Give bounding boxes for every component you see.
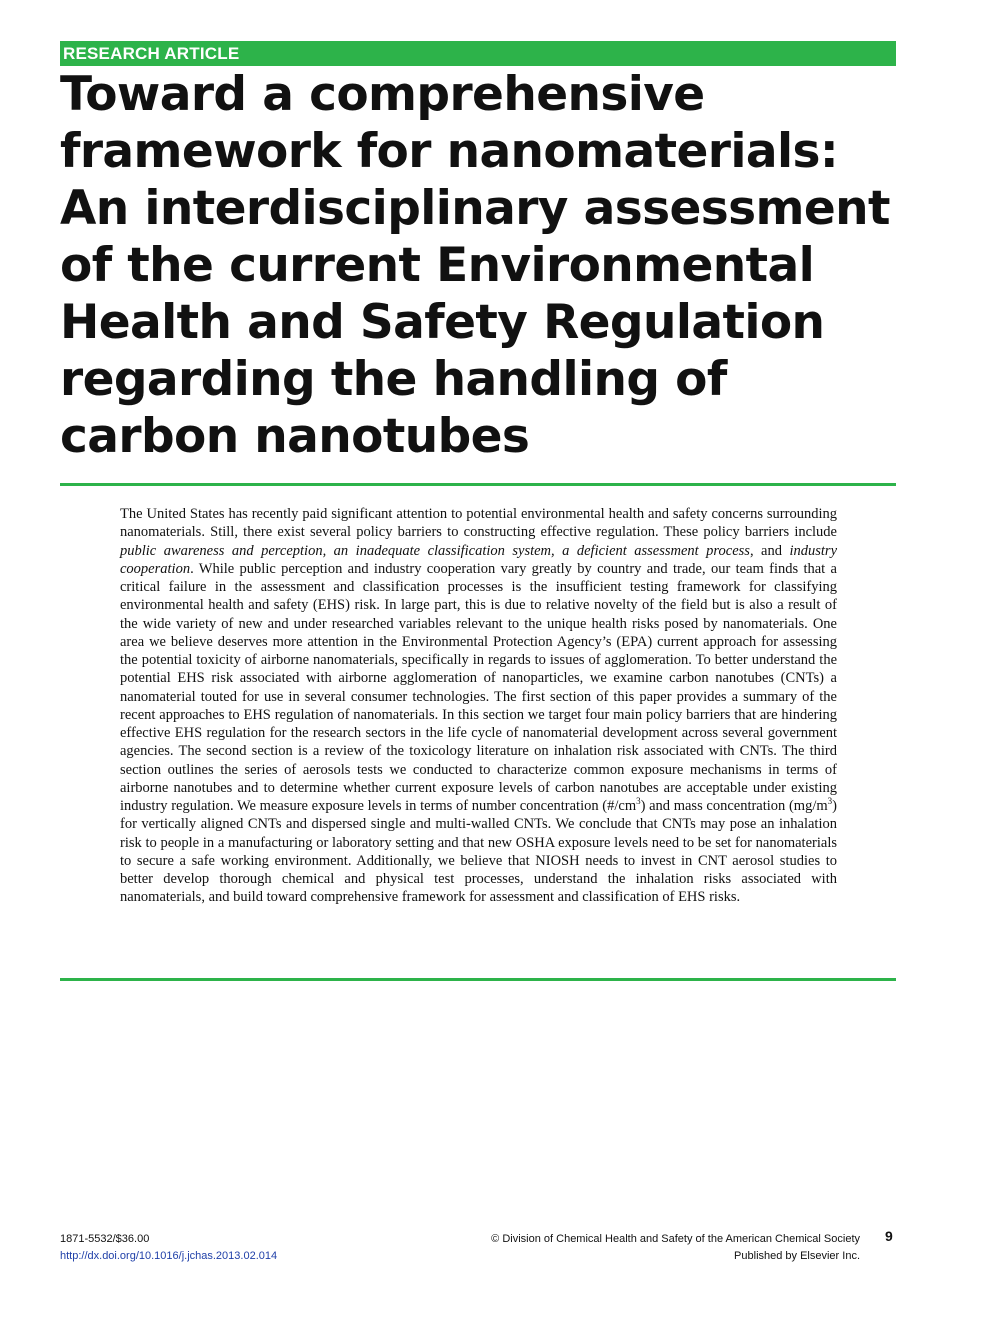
abstract-part: , and bbox=[749, 542, 790, 559]
abstract-emphasis: public awareness and perception, an inadequate classification system, a deficient assessment process bbox=[120, 542, 750, 559]
footer-left bbox=[60, 1231, 277, 1265]
abstract-part: The United States has recently paid significant attention to potential environmental health and safety concerns surrounding nanomaterials. Still, there exist several policy barriers to constructing effective regulation. These policy barriers include bbox=[120, 506, 837, 541]
superscript: 3 bbox=[636, 796, 641, 807]
copyright-notice: © Division of Chemical Health and Safety of the American Chemical Society bbox=[491, 1233, 860, 1245]
article-title: Toward a comprehensive framework for nanomaterials: An interdisciplinary assessment of the current Environmental Health and Safety Regulation regarding the handling of carbon nanotubes bbox=[60, 67, 890, 464]
superscript: 3 bbox=[827, 796, 833, 807]
top-divider bbox=[60, 483, 896, 486]
doi-link[interactable]: http://dx.doi.org/10.1016/j.jchas.2013.02.014 bbox=[60, 1250, 278, 1262]
section-label: RESEARCH ARTICLE bbox=[60, 41, 896, 66]
abstract-part: ) and mass concentration (mg/m bbox=[640, 798, 828, 814]
footer-right bbox=[491, 1231, 860, 1265]
abstract-text bbox=[120, 505, 837, 907]
abstract-part: ) for vertically aligned CNTs and dispersed single and multi-walled CNTs. We conclude that CNTs may pose an inhalation risk to people in a manufacturing or laboratory setting and that new OSHA exposure levels need to be set for nanomaterials to secure a safe working environment. Additionally, we believe that NIOSH needs to invest in CNT aerosol studies to better develop thorough chemical and physical test processes, understand the inhalation risks associated with nanomaterials, and build toward comprehensive framework for assessment and classification of EHS risks. bbox=[120, 798, 837, 906]
abstract-part: . While public perception and industry cooperation vary greatly by country and trade, our team finds that a critical failure in the assessment and classification processes is the insufficient testing framework for classifying environmental health and safety (EHS) risk. In large part, this is due to relative novelty of the field but is also a result of the wide variety of new and under researched variables relevant to the unique health risks posed by nanomaterials. One area we believe deserves more attention in the Environmental Protection Agency’s (EPA) current approach for assessing the potential toxicity of airborne nanomaterials, specifically in regards to issues of agglomeration. To better understand the potential EHS risk associated with airborne agglomeration of nanoparticles, we examine carbon nanotubes (CNTs) a nanomaterial touted for use in several consumer technologies. The first section of this paper provides a summary of the recent approaches to EHS regulation of nanomaterials. In this section we target four main policy barriers that are hindering effective EHS regulation for the research sectors in the life cycle of nanomaterial development across several government agencies. The second section is a review of the toxicology literature on inhalation risk associated with CNTs. The third section outlines the series of aerosols tests we conducted to characterize common exposure mechanisms in terms of airborne nanotubes and to determine whether current exposure levels of carbon nanotubes are acceptable under existing industry regulation. We measure exposure levels in terms of number concentration (#/cm bbox=[120, 560, 837, 814]
abstract-emphasis: industry cooperation bbox=[120, 542, 838, 577]
publisher-notice: Published by Elsevier Inc. bbox=[734, 1250, 860, 1262]
page-number: 9 bbox=[885, 1228, 893, 1244]
issn-price: 1871-5532/$36.00 bbox=[60, 1233, 150, 1245]
bottom-divider bbox=[60, 978, 896, 981]
